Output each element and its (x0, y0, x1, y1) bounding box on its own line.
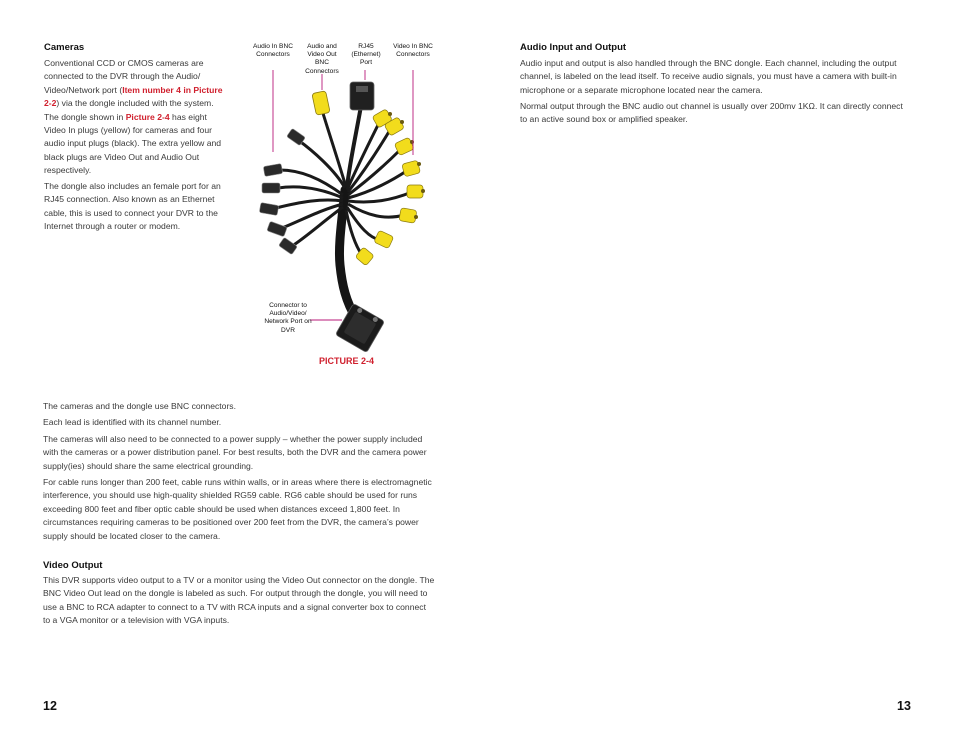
db-connector (335, 303, 384, 352)
audio-paragraph-2: Normal output through the BNC audio out channel is usually over 200mv 1KΩ. It can directly connect to an active sound box or amplified speaker. (520, 101, 903, 125)
audio-paragraph-1: Audio input and output is also handled through the BNC dongle. Each channel, including the output channel, is labeled on the lead itself. To receive audio signals, you must have a camera with built-in microphone or a separate microphone located near the camera. (520, 58, 897, 95)
video-in-callout: Video In BNC Connectors (393, 43, 433, 59)
figure-caption: PICTURE 2-4 (319, 356, 375, 366)
cameras-paragraph-1 (44, 57, 230, 178)
video-output-heading: Video Output (43, 560, 103, 571)
cable (322, 110, 346, 187)
body-text (43, 400, 435, 543)
video-out-plug (312, 91, 330, 115)
cable (348, 192, 412, 202)
cameras-heading: Cameras (44, 42, 85, 53)
rj45-callout: RJ45 (Ethernet) Port (351, 43, 381, 67)
rj45-socket (356, 86, 368, 92)
body-paragraph: For cable runs longer than 200 feet, cable runs within walls, or in areas where there is electromagnetic interference, you should use high-quality shielded RG59 cable. RG6 cable should be used for runs exceeding 800 feet and fiber optic cable should be used when distances exceed 1,800 feet. In circumstances requiring cameras to be positioned over 200 feet from the DVR, the camera’s power supply should be located closer to the camera. (43, 477, 432, 541)
audio-in-callout: Audio In BNC Connectors (253, 43, 293, 59)
audio-in-plugs (259, 128, 305, 254)
cameras-p1-text-1: Conventional CCD or CMOS cameras are connected to the DVR through the Audio/ Video/Network port ( (44, 58, 204, 95)
connector-callout: Connector to Audio/Video/ Network Port on DVR (264, 302, 312, 334)
page-number-right: 13 (897, 699, 911, 713)
cameras-p1-text-2: ) via the dongle included with the system. The dongle shown in (44, 98, 214, 122)
item-number-reference: Item number 4 in Picture 2-2 (44, 84, 223, 109)
body-paragraph: The cameras and the dongle use BNC connectors. (43, 401, 236, 411)
cameras-p1-text-3: has eight Video In plugs (yellow) for cameras and four audio input plugs (black). The extra yellow and black plugs are Video Out and Audio Out respectively. (44, 111, 222, 176)
cameras-paragraph-2: The dongle also includes an female port for an RJ45 connection. Also known as an Ethernet cable, this is used to connect your DVR to the Internet through a router or modem. (44, 181, 221, 232)
audio-heading: Audio Input and Output (520, 42, 627, 53)
body-paragraph: The cameras will also need to be connected to a power supply – whether the power supply included with the cameras or a power distribution panel. For best results, both the DVR and the camera power supply(ies) should share the same electrical grounding. (43, 433, 427, 471)
video-output-paragraph: This DVR supports video output to a TV or a monitor using the Video Out connector on the dongle. The BNC Video Out lead on the dongle is labeled as such. For output through the dongle, you will need to use a BNC to RCA adapter to connect to a TV with RCA inputs and a signal converter box to connect to a VGA monitor or a television with VGA inputs. (43, 575, 435, 626)
page-number-left: 12 (43, 699, 57, 713)
picture-reference: Picture 2-4 (125, 111, 170, 122)
body-paragraph: Each lead is identified with its channel number. (43, 417, 222, 428)
cable (348, 204, 405, 217)
cable (348, 170, 408, 198)
audio-video-out-callout: Audio and Video Out BNC Connectors (305, 43, 339, 75)
cable (282, 204, 343, 228)
